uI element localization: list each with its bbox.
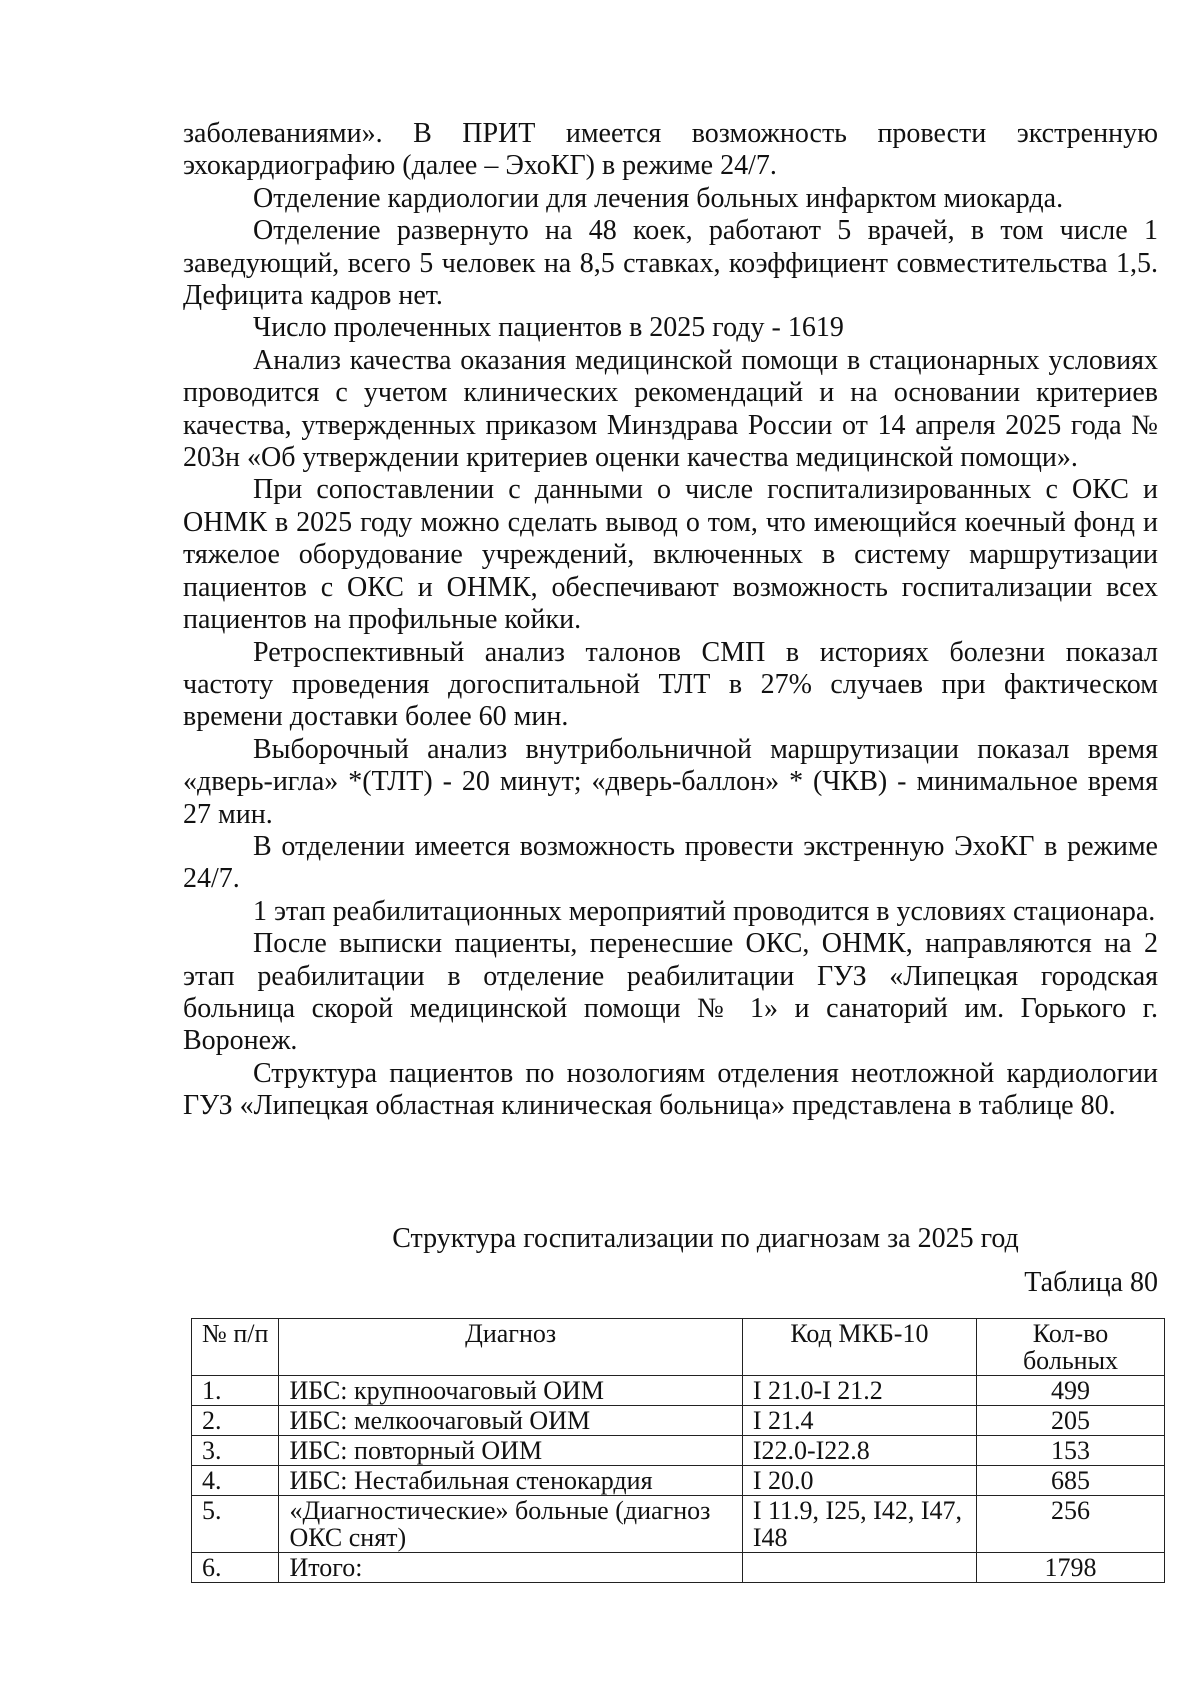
cell-number: 6.: [192, 1553, 279, 1583]
cell-patient-count: 1798: [977, 1553, 1165, 1583]
table-header-row: [192, 1319, 1165, 1376]
table-row-total: [192, 1553, 1165, 1583]
header-patient-count: Кол-во больных: [977, 1319, 1165, 1376]
paragraph: В отделении имеется возможность провести экстренную ЭхоКГ в режиме 24/7.: [183, 830, 1158, 895]
paragraph: Отделение развернуто на 48 коек, работают 5 врачей, в том числе 1 заведующий, всего 5 человек на 8,5 ставках, коэффициент совместительства 1,5. Дефицита кадров нет.: [183, 215, 1158, 312]
table-caption: [183, 1222, 1158, 1256]
paragraph: Структура пациентов по нозологиям отделения неотложной кардиологии ГУЗ «Липецкая областная клиническая больница» представлена в таблице 80.: [183, 1057, 1158, 1122]
table-row: [192, 1406, 1165, 1436]
cell-patient-count: 205: [977, 1406, 1165, 1436]
table-row: [192, 1496, 1165, 1553]
cell-diagnosis: ИБС: крупноочаговый ОИМ: [279, 1376, 742, 1406]
table-number-label: Таблица 80: [1024, 1267, 1158, 1298]
header-icd-code: Код МКБ-10: [742, 1319, 976, 1376]
paragraph: Выборочный анализ внутрибольничной маршрутизации показал время «дверь-игла» *(ТЛТ) - 20 минут; «дверь-баллон» * (ЧКВ) - минимальное время 27 мин.: [183, 733, 1158, 830]
paragraph: Анализ качества оказания медицинской помощи в стационарных условиях проводится с учетом клинических рекомендаций и на основании критериев качества, утвержденных приказом Минздрава России от 14 апреля 2025 года № 203н «Об утверждении критериев оценки качества медицинской помощи».: [183, 344, 1158, 474]
table-caption-text: Структура госпитализации по диагнозам за 2025 год: [392, 1223, 1019, 1254]
table-row: [192, 1466, 1165, 1496]
cell-diagnosis: ИБС: мелкоочаговый ОИМ: [279, 1406, 742, 1436]
cell-patient-count: 153: [977, 1436, 1165, 1466]
paragraph: заболеваниями». В ПРИТ имеется возможность провести экстренную эхокардиографию (далее – ЭхоКГ) в режиме 24/7.: [183, 118, 1158, 182]
diagnosis-table: [191, 1318, 1165, 1583]
cell-patient-count: 499: [977, 1376, 1165, 1406]
paragraph: Ретроспективный анализ талонов СМП в историях болезни показал частоту проведения догоспитальной ТЛТ в 27% случаев при фактическом времени доставки более 60 мин.: [183, 636, 1158, 733]
cell-patient-count: 685: [977, 1466, 1165, 1496]
header-number: № п/п: [192, 1319, 279, 1376]
body-text: [183, 118, 1158, 1123]
cell-number: 1.: [192, 1376, 279, 1406]
cell-number: 2.: [192, 1406, 279, 1436]
cell-icd-code: I 11.9, I25, I42, I47, I48: [742, 1496, 976, 1553]
cell-diagnosis: ИБС: повторный ОИМ: [279, 1436, 742, 1466]
paragraph: После выписки пациенты, перенесшие ОКС, ОНМК, направляются на 2 этап реабилитации в отделение реабилитации ГУЗ «Липецкая городская больница скорой медицинской помощи № 1» и санаторий им. Горького г. Воронеж.: [183, 928, 1158, 1057]
cell-icd-code: I 20.0: [742, 1466, 976, 1496]
cell-number: 5.: [192, 1496, 279, 1553]
cell-diagnosis: ИБС: Нестабильная стенокардия: [279, 1466, 742, 1496]
cell-number: 3.: [192, 1436, 279, 1466]
cell-icd-code: I 21.0-I 21.2: [742, 1376, 976, 1406]
table-row: [192, 1376, 1165, 1406]
table-row: [192, 1436, 1165, 1466]
cell-icd-code: I 21.4: [742, 1406, 976, 1436]
paragraph: При сопоставлении с данными о числе госпитализированных с ОКС и ОНМК в 2025 году можно сделать вывод о том, что имеющийся коечный фонд и тяжелое оборудование учреждений, включенных в систему маршрутизации пациентов с ОКС и ОНМК, обеспечивают возможность госпитализации всех пациентов на профильные койки.: [183, 474, 1158, 636]
paragraph: 1 этап реабилитационных мероприятий проводится в условиях стационара.: [253, 895, 1156, 927]
paragraph: Число пролеченных пациентов в 2025 году - 1619: [253, 312, 844, 344]
header-diagnosis: Диагноз: [279, 1319, 742, 1376]
cell-patient-count: 256: [977, 1496, 1165, 1553]
cell-icd-code: [742, 1553, 976, 1583]
cell-diagnosis: Итого:: [279, 1553, 742, 1583]
paragraph: Отделение кардиологии для лечения больных инфарктом миокарда.: [253, 182, 1064, 214]
cell-diagnosis: «Диагностические» больные (диагноз ОКС снят): [279, 1496, 742, 1553]
cell-number: 4.: [192, 1466, 279, 1496]
cell-icd-code: I22.0-I22.8: [742, 1436, 976, 1466]
